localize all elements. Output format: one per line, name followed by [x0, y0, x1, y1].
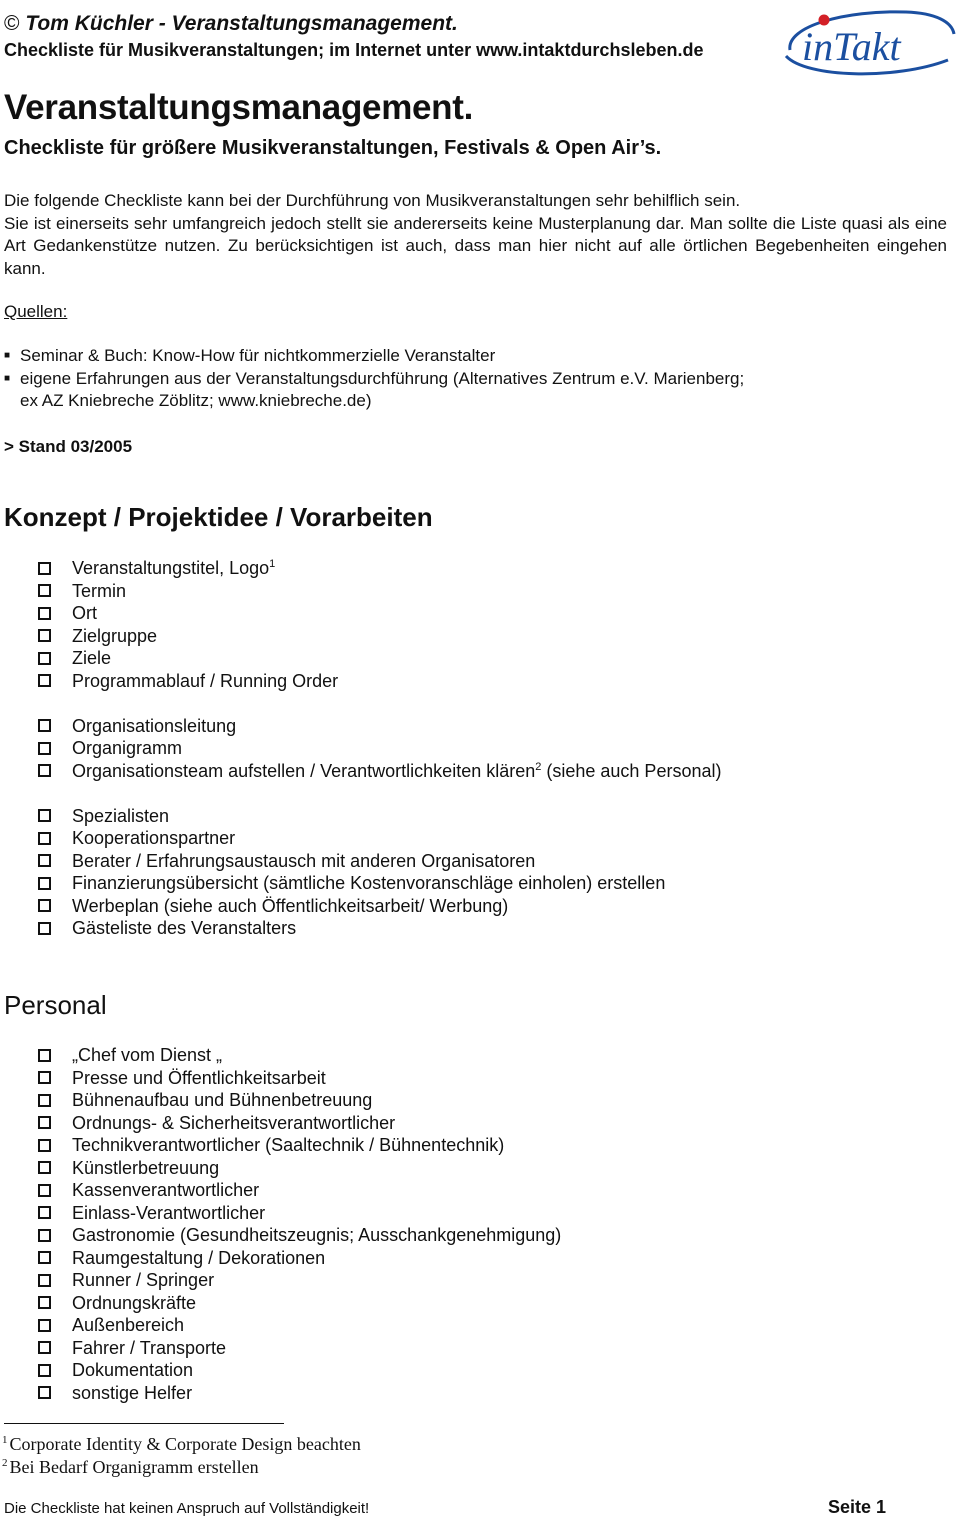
checklist-item-label: Programmablauf / Running Order: [72, 670, 339, 691]
checklist-item[interactable]: [38, 1314, 561, 1337]
checklist-item[interactable]: [38, 1224, 561, 1247]
checklist-item[interactable]: [38, 1179, 561, 1202]
checkbox-icon[interactable]: [38, 1184, 51, 1197]
checklist-item-label: Außenbereich: [72, 1315, 185, 1335]
checklist-item[interactable]: [38, 1067, 561, 1090]
checklist-item[interactable]: [38, 917, 721, 940]
checklist-item[interactable]: [38, 895, 721, 918]
source-item-2-line-1: eigene Erfahrungen aus der Veranstaltungsdurchführung (Alternatives Zentrum e.V. Marienberg;: [20, 368, 745, 388]
page-subtitle: Checkliste für größere Musikveranstaltungen, Festivals & Open Air’s.: [4, 137, 662, 159]
checklist-item-label: Runner / Springer: [72, 1270, 215, 1290]
checkbox-icon[interactable]: [38, 1206, 51, 1219]
checkbox-icon[interactable]: [38, 877, 51, 890]
checkbox-icon[interactable]: [38, 629, 51, 642]
footnote-2: [2, 1456, 361, 1479]
checklist-item-label: Werbeplan (siehe auch Öffentlichkeitsarbeit/ Werbung): [72, 895, 509, 916]
checklist-item-label: Spezialisten: [72, 805, 170, 826]
checkbox-icon[interactable]: [38, 899, 51, 912]
footnote-reference: 1: [269, 558, 276, 570]
checklist-item-label: Gastronomie (Gesundheitszeugnis; Ausschankgenehmigung): [72, 1225, 562, 1245]
checklist-item[interactable]: [38, 1157, 561, 1180]
checkbox-icon[interactable]: [38, 1341, 51, 1354]
checklist-item[interactable]: [38, 647, 721, 670]
checklist-item-label: Künstlerbetreuung: [72, 1157, 220, 1178]
checkbox-icon[interactable]: [38, 832, 51, 845]
footnote-text: Bei Bedarf Organigramm erstellen: [9, 1457, 259, 1477]
intakt-logo: [776, 4, 958, 82]
checklist-item[interactable]: [38, 1134, 561, 1157]
footnote-text: Corporate Identity & Corporate Design beachten: [9, 1434, 361, 1454]
checklist-item[interactable]: [38, 1247, 561, 1270]
source-item-2: [20, 368, 744, 413]
checklist-item-label: Kassenverantwortlicher: [72, 1180, 260, 1200]
checkbox-icon[interactable]: [38, 674, 51, 687]
source-item-2-line-2: ex AZ Kniebreche Zöblitz; www.kniebreche.de): [20, 391, 372, 410]
checklist-item-label: Gästeliste des Veranstalters: [72, 918, 297, 938]
footnote-number: 1: [2, 1434, 8, 1446]
checkbox-icon[interactable]: [38, 764, 51, 777]
checkbox-icon[interactable]: [38, 1139, 51, 1152]
checkbox-icon[interactable]: [38, 607, 51, 620]
checklist-item[interactable]: [38, 737, 721, 760]
status-date: > Stand 03/2005: [4, 437, 133, 456]
checkbox-icon[interactable]: [38, 1161, 51, 1174]
checklist-item[interactable]: [38, 850, 721, 873]
checklist-item-label: Technikverantwortlicher (Saaltechnik / Bühnentechnik): [72, 1135, 505, 1155]
checklist-item-label: Zielgruppe: [72, 625, 158, 646]
checklist-item-label: Raumgestaltung / Dekorationen: [72, 1247, 326, 1268]
page-number: Seite 1: [828, 1497, 887, 1517]
checklist-item[interactable]: [38, 580, 721, 603]
header-line1: Tom Küchler - Veranstaltungsmanagement.: [25, 12, 458, 35]
checkbox-icon[interactable]: [38, 922, 51, 935]
checkbox-icon[interactable]: [38, 1274, 51, 1287]
intro-text: [4, 190, 947, 280]
checklist-item[interactable]: [38, 602, 721, 625]
checklist-item[interactable]: [38, 1382, 561, 1405]
footnote-1: [2, 1433, 361, 1456]
checkbox-icon[interactable]: [38, 1116, 51, 1129]
section-heading-konzept: Konzept / Projektidee / Vorarbeiten: [4, 502, 433, 532]
checkbox-icon[interactable]: [38, 854, 51, 867]
checklist-item-label: Einlass-Verantwortlicher: [72, 1202, 266, 1223]
checklist-item-label: Presse und Öffentlichkeitsarbeit: [72, 1067, 326, 1088]
checkbox-icon[interactable]: [38, 562, 51, 575]
checklist-item-label: Berater / Erfahrungsaustausch mit anderen Organisatoren: [72, 850, 536, 871]
checklist-item[interactable]: [38, 1359, 561, 1382]
checklist-item-label: Ort: [72, 603, 97, 623]
checkbox-icon[interactable]: [38, 1319, 51, 1332]
checklist-konzept: [38, 557, 721, 940]
list-item: [4, 368, 744, 413]
checkbox-icon[interactable]: [38, 1364, 51, 1377]
checklist-item-label: sonstige Helfer: [72, 1382, 193, 1403]
checklist-item-label: Ordnungskräfte: [72, 1292, 197, 1313]
checklist-item[interactable]: [38, 760, 721, 783]
checkbox-icon[interactable]: [38, 1049, 51, 1062]
footnotes: [2, 1433, 361, 1479]
logo-text: inTakt: [802, 24, 901, 69]
checkbox-icon[interactable]: [38, 1229, 51, 1242]
header-line2: Checkliste für Musikveranstaltungen; im Internet unter www.intaktdurchsleben.de: [4, 40, 704, 60]
checklist-item-label: Organisationsteam aufstellen / Verantwortlichkeiten klären$^2$ (siehe auch Personal): [72, 760, 722, 781]
checkbox-icon[interactable]: [38, 719, 51, 732]
checklist-item-label: Dokumentation: [72, 1360, 194, 1380]
checklist-item[interactable]: [38, 715, 721, 738]
checkbox-icon[interactable]: [38, 652, 51, 665]
sources-list: [4, 345, 744, 413]
checklist-item-label: Termin: [72, 580, 127, 601]
checklist-item-label: Organigramm: [72, 738, 183, 758]
checkbox-icon[interactable]: [38, 584, 51, 597]
square-bullet-icon: ■: [4, 350, 11, 361]
checklist-item-label: Fahrer / Transporte: [72, 1337, 227, 1358]
checklist-item[interactable]: [38, 872, 721, 895]
page-title: Veranstaltungsmanagement.: [4, 88, 474, 127]
checklist-item-label: Organisationsleitung: [72, 715, 237, 736]
checklist-item-label: Finanzierungsübersicht (sämtliche Kostenvoranschläge einholen) erstellen: [72, 873, 666, 893]
checklist-item[interactable]: [38, 1269, 561, 1292]
checklist-item-label: Veranstaltungstitel, Logo$^1$: [72, 558, 276, 578]
checklist-item-label: Bühnenaufbau und Bühnenbetreuung: [72, 1090, 373, 1110]
checklist-item[interactable]: [38, 827, 721, 850]
footnote-reference: 2: [535, 760, 542, 773]
sources-heading: Quellen:: [4, 302, 68, 321]
checklist-item[interactable]: [38, 670, 721, 693]
checklist-item-label: Ziele: [72, 648, 112, 668]
checklist-item-label: Kooperationspartner: [72, 828, 236, 848]
header-title: [4, 12, 458, 36]
checkbox-icon[interactable]: [38, 1094, 51, 1107]
checklist-personal: [38, 1044, 561, 1404]
footer-disclaimer: Die Checkliste hat keinen Anspruch auf Vollständigkeit!: [4, 1500, 370, 1517]
checklist-item[interactable]: [38, 1337, 561, 1360]
checklist-item[interactable]: [38, 1292, 561, 1315]
intro-paragraph-1: Die folgende Checkliste kann bei der Durchführung von Musikveranstaltungen sehr behilflich sein.: [4, 191, 741, 210]
checklist-item[interactable]: [38, 1202, 561, 1225]
checklist-item[interactable]: [38, 805, 721, 828]
checklist-item[interactable]: [38, 557, 721, 580]
source-item-1: Seminar & Buch: Know-How für nichtkommerzielle Veranstalter: [20, 346, 496, 365]
square-bullet-icon: ■: [4, 372, 11, 384]
checklist-item[interactable]: [38, 1112, 561, 1135]
checklist-item[interactable]: [38, 1044, 561, 1067]
checklist-item-label: „Chef vom Dienst „: [72, 1045, 223, 1065]
footnote-divider: [4, 1423, 284, 1424]
checklist-item[interactable]: [38, 625, 721, 648]
section-heading-personal: Personal: [4, 990, 107, 1020]
checkbox-icon[interactable]: [38, 742, 51, 755]
checkbox-icon[interactable]: [38, 809, 51, 822]
intro-paragraph-2: Sie ist einerseits sehr umfangreich jedoch stellt sie andererseits keine Musterplanung dar. Man sollte die Liste quasi als eine Art Gedankenstütze nutzen. Zu berücksichtigen ist auch, dass man hier nicht auf alle örtlichen Begebenheiten eingehen kann.: [4, 213, 947, 278]
list-item: [4, 345, 744, 368]
footnote-number: 2: [2, 1457, 8, 1469]
checkbox-icon[interactable]: [38, 1296, 51, 1309]
copyright-symbol: ©: [4, 12, 20, 35]
checklist-item-label: Ordnungs- & Sicherheitsverantwortlicher: [72, 1112, 396, 1133]
checkbox-icon[interactable]: [38, 1251, 51, 1264]
checkbox-icon[interactable]: [38, 1386, 51, 1399]
checklist-item[interactable]: [38, 1089, 561, 1112]
checkbox-icon[interactable]: [38, 1071, 51, 1084]
